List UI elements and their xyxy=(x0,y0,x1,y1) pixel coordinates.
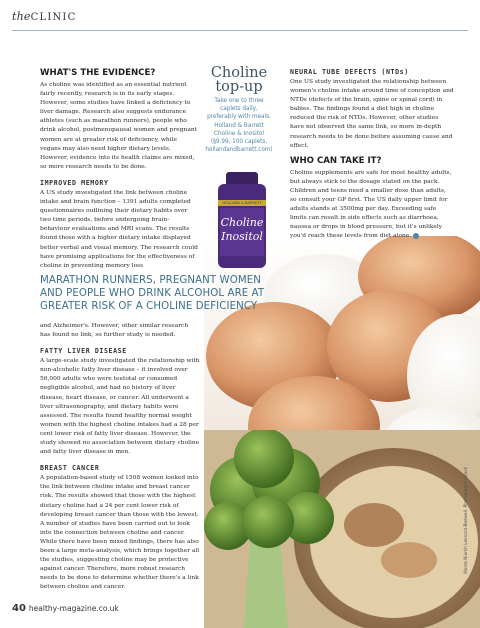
paragraph-who-can-take-text: Choline supplements are safe for most healthy adults, but always stick to the dosage stated on the pack. Children and teens need a smaller dose than adults, so consult your GP first. The US daily upper limit for adults stands at 3500mg per day. Exceeding safe limits can result in side effects such as diarrhoea, nausea or drops in blood pressure, but it's unlikely you'd reach these levels from diet alone. xyxy=(290,169,452,240)
heading-who-can-take: WHO CAN TAKE IT? xyxy=(290,155,382,166)
pull-quote xyxy=(40,274,300,313)
bottle-label-line2: Inositol xyxy=(221,230,263,243)
paragraph-improved-memory: A US study investigated the link between choline intake and brain function – 1391 adults completed questionnaires outlining their dietary habits over two time periods, before undergoing brain-behaviour evaluations and MRI scans. The results found those with a higher dietary intake displayed better verbal and visual memory. The research could have promising applications for the effectiveness of choline in preventing memory loss xyxy=(40,189,198,269)
end-mark-icon xyxy=(413,233,419,239)
section-header xyxy=(12,10,76,23)
pull-quote-line3: GREATER RISK OF A CHOLINE DEFICIENCY xyxy=(40,301,258,312)
heading-fatty-liver: FATTY LIVER DISEASE xyxy=(40,347,127,356)
column-left-top xyxy=(40,68,198,271)
supplement-bottle xyxy=(214,170,270,270)
paragraph-breast-cancer: A population-based study of 1508 women looked into the link between choline intake and breast cancer risk. The results showed that those with the highest dietary choline had a 24 per cent lower risk of developing breast cancer than those with the lowest. A number of studies have been carried out to look into the connection between choline and cancer. While there have been mixed findings, there has also been a large meta-analysis, which brings together all the studies, suggesting choline may be protective against cancer. Therefore, more robust research needs to be done to determine whether there's a link between choline and cancer. xyxy=(40,475,200,591)
column-left-bottom xyxy=(40,322,200,592)
broccoli-seeds-photo xyxy=(204,430,480,628)
sidebar-body: Take one to three caplets daily, preferably with meals. Holland & Barrett Choline & Inositol (§9.99, 100 caplets, hollandandbarrett.com) xyxy=(205,98,273,154)
footer-site[interactable]: healthy-magazine.co.uk xyxy=(28,604,119,613)
column-right xyxy=(290,68,454,242)
photo-credit: Words Niamh Leonard-Bedwell. Photographs iStock xyxy=(463,466,468,574)
bottle-brand: HOLLAND & BARRETT xyxy=(222,200,262,205)
page-number: 40 xyxy=(12,603,26,614)
sidebar-title-line2: top-up xyxy=(215,79,263,95)
sidebar-title-line1: Choline xyxy=(210,65,268,81)
paragraph-fatty-liver: A large-scale study investigated the relationship with non-alcoholic fatty liver disease – it involved over 56,000 adults who were teetotal or consumed negligible alcohol, and had no history of liver disease, heart disease, or cancer. All underwent a liver ultrasonography, and dietary habits were assessed. The results found healthy normal weight women with the highest choline intakes had a 28 per cent lower risk of fatty liver disease. However, the study showed no association between dietary choline and fatty liver disease in men. xyxy=(40,358,200,456)
sidebar-title xyxy=(205,66,273,94)
page-footer xyxy=(12,603,119,614)
pull-quote-line2: AND PEOPLE WHO DRINK ALCOHOL ARE AT xyxy=(40,288,265,299)
pull-quote-line1: MARATHON RUNNERS, PREGNANT WOMEN xyxy=(40,275,261,286)
heading-improved-memory: IMPROVED MEMORY xyxy=(40,178,109,187)
heading-evidence: WHAT'S THE EVIDENCE? xyxy=(40,68,156,78)
section-prefix: the xyxy=(12,10,31,23)
heading-neural-tube: NEURAL TUBE DEFECTS (NTDs) xyxy=(290,68,409,76)
section-title: CLINIC xyxy=(30,12,77,23)
paragraph-evidence: As choline was identified as an essential nutrient fairly recently, research is in its early stages. However, some studies have linked a deficiency to liver damage. Research also suggests endurance athletes (such as marathon runners), people who drink alcohol, postmenopausal women and pregnant women are at greater risk of deficiency, while vegans may also need higher dietary levels. However, evidence into its health claims are mixed, so more research needs to be done. xyxy=(40,82,197,170)
header-rule xyxy=(12,30,468,31)
paragraph-continued: and Alzheimer's. However, other similar research has found no link, so further study is needed. xyxy=(40,323,189,339)
bottle-label-line1: Choline xyxy=(220,216,264,229)
heading-breast-cancer: BREAST CANCER xyxy=(40,464,100,473)
paragraph-neural-tube: One US study investigated the relationship between women's choline intake around time of conception and NTDs (defects of the brain, spine or spinal cord) in babies. The findings found a diet high in choline reduced the risk of NTDs. However, other studies have not observed the same link, so more in-depth research needs to be done before assuming cause and effect. xyxy=(290,79,454,149)
paragraph-who-can-take xyxy=(290,169,454,242)
